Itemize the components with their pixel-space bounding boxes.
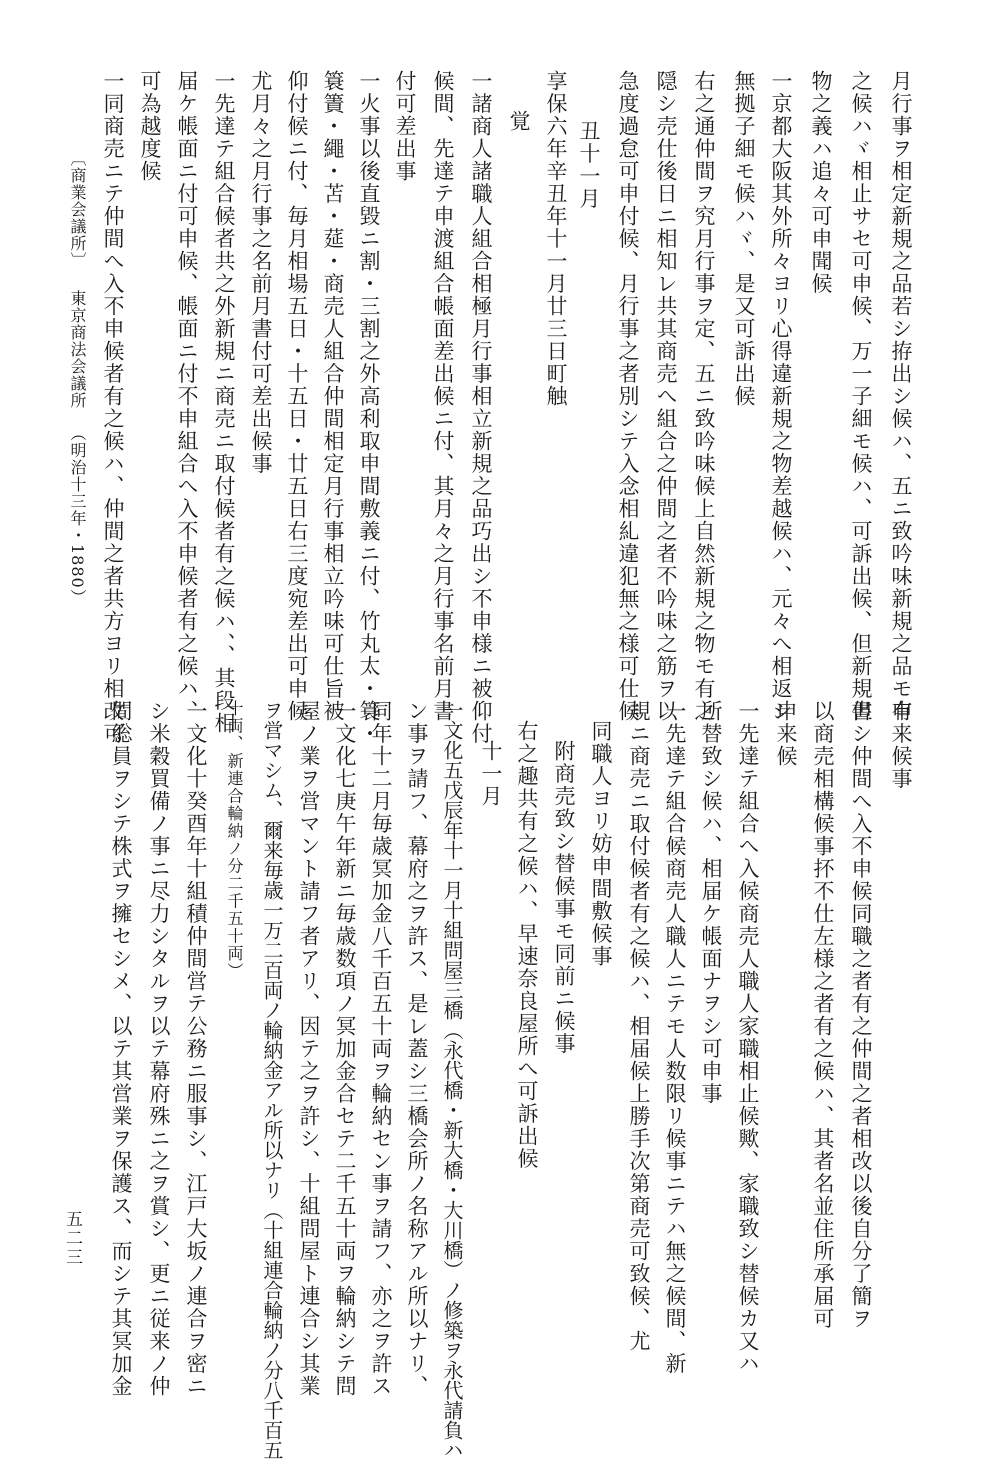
text-column: ン事ヲ請フ、幕府之ヲ許ス、是レ蓋シ三橋会所ノ名称アル所以ナリ、 bbox=[405, 700, 429, 1398]
annotation-column: 十両、新連合輪納ノ分二千五十両） bbox=[225, 700, 244, 980]
text-column: 届ケ帳面ニ付可申候、帳面ニ付不申組合へ入不申候者有之候ハ、 bbox=[175, 70, 199, 723]
text-column: 同職人ヨリ妨申間敷候事 bbox=[589, 720, 613, 968]
text-column: 右之趣共有之候ハ、早速奈良屋所へ可訴出候 bbox=[515, 720, 539, 1170]
date-line: 十一月 bbox=[479, 740, 503, 808]
text-column: 物之義ハ追々可申聞候 bbox=[809, 70, 833, 295]
text-column: シ米穀買備ノ事ニ尽力シタルヲ以テ幕府殊ニ之ヲ賞シ、更ニ従来ノ仲 bbox=[147, 700, 171, 1398]
text-column: 可為越度候 bbox=[138, 70, 162, 183]
text-column: ヲ営マシム、爾来毎歳一万二百両ノ輪納金アル所以ナリ（十組連合輪納ノ分八千百五 bbox=[260, 700, 284, 1460]
text-column: 一先達テ組合へ入候商売人職人家職相止候歟、家職致シ替候カ又ハ bbox=[736, 700, 760, 1375]
text-column: 急度過怠可申付候、月行事之者別シテ入念相糺違犯無之様可仕候 bbox=[616, 70, 640, 723]
text-column: 仰付候ニ付、毎月相場五日・十五日・廿五日右三度宛差出可申候 bbox=[285, 70, 309, 723]
text-column: 月行事ヲ相定新規之品若シ拵出シ候ハ、五ニ致吟味新規之品モ有 bbox=[889, 70, 913, 723]
decree-heading: 享保六年辛丑年十一月廿三日町触 bbox=[544, 70, 568, 408]
text-column: 無拠子細モ候ハヾ、是又可訴出候 bbox=[732, 70, 756, 408]
text-column: 一京都大阪其外所々ヨリ心得違新規之物差越候ハ、元々へ相返シ bbox=[769, 70, 793, 723]
text-column: 間総員ヲシテ株式ヲ擁セシメ、以テ其営業ヲ保護ス、而シテ其冥加金 bbox=[109, 700, 133, 1398]
text-column: 以商売相構候事抔不仕左様之者有之候ハ、其者名並住所承届可 bbox=[811, 700, 835, 1330]
text-column: 一諸商人諸職人組合相極月行事相立新規之品巧出シ不申様ニ被仰付 bbox=[469, 70, 493, 745]
text-column: 同年十二月毎歳冥加金八千百五十両ヲ輪納セン事ヲ請フ、亦之ヲ許ス bbox=[369, 700, 393, 1398]
text-column: 申来候 bbox=[774, 700, 798, 768]
text-column: 右之通仲間ヲ究月行事ヲ定、五ニ致吟味候上自然新規之物モ有之 bbox=[692, 70, 716, 723]
date-line: 丑十一月 bbox=[577, 120, 601, 210]
page-number: 五二三 bbox=[62, 1210, 82, 1267]
text-column: 規ニ商売ニ取付候者有之候ハ、相届候上勝手次第商売可致候、尤 bbox=[627, 700, 651, 1353]
source-book: 〔商業会議所〕 bbox=[68, 150, 87, 269]
source-date: （明治十三年・1880） bbox=[68, 425, 87, 606]
text-column: 但シ仲間へ入不申候同職之者有之仲間之者相改以後自分了簡ヲ bbox=[849, 700, 873, 1330]
text-column: 一火事以後直毀ニ割・三割之外高利取申間敷義ニ付、竹丸太・簑・ bbox=[357, 70, 381, 745]
source-publisher: 東京商法会議所 bbox=[68, 290, 87, 409]
text-column: 一文化五戊辰年十一月十組問屋三橋（永代橋・新大橋・大川橋）ノ修築ヲ永代請負ハ bbox=[440, 700, 464, 1460]
text-column: 付可差出事 bbox=[393, 70, 417, 183]
section-heading: 覚 bbox=[507, 110, 531, 133]
text-column: 一同商売ニテ仲間へ入不申候者有之候ハ、仲間之者共方ヨリ相改可 bbox=[101, 70, 125, 745]
text-column: 之候ハヾ相止サセ可申候、万一子細モ候ハ、可訴出候、但新規書 bbox=[849, 70, 873, 723]
text-column: 一先達テ組合候商売人職人ニテモ人数限リ候事ニテハ無之候間、新 bbox=[663, 700, 687, 1375]
text-column: 一文化七庚午年新ニ毎歳数項ノ冥加金合セテ二千五十両ヲ輪納シテ問 bbox=[333, 700, 357, 1398]
text-column: 附商売致シ替候事モ同前ニ候事 bbox=[552, 740, 576, 1055]
text-column: 尤月々之月行事之名前月書付可差出候事 bbox=[249, 70, 273, 475]
text-column: 隠シ売仕後日ニ相知レ共其商売へ組合之仲間之者不吟味之筋ヲ以 bbox=[654, 70, 678, 723]
text-column: 簑簀・繩・苫・莚・商売人組合仲間相定月行事相立吟味可仕旨被 bbox=[321, 70, 345, 723]
text-column: 屋ノ業ヲ営マント請フ者アリ、因テ之ヲ許シ、十組問屋ト連合シ其業 bbox=[297, 700, 321, 1398]
text-column: 候間、先達テ申渡組合帳面差出候ニ付、其月々之月行事名前月書 bbox=[431, 70, 455, 723]
text-column: 一文化十癸酉年十組積仲間営テ公務ニ服事シ、江戸大坂ノ連合ヲ密ニ bbox=[184, 700, 208, 1398]
text-column: 一先達テ組合候者共之外新規ニ商売ニ取付候者有之候ハ、、其段相 bbox=[212, 70, 236, 735]
text-column: 申来候事 bbox=[889, 700, 913, 790]
text-column: 所替致シ候ハ、相届ケ帳面ナヲシ可申事 bbox=[699, 700, 723, 1105]
